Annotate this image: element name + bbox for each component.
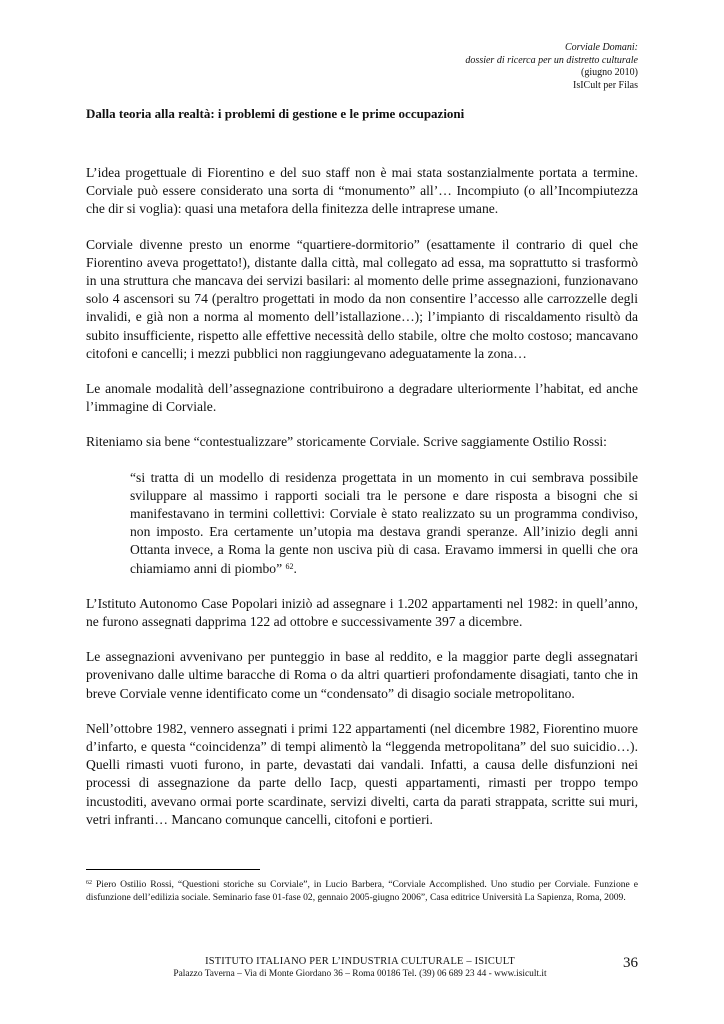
paragraph-5: L’Istituto Autonomo Case Popolari iniziò ad assegnare i 1.202 appartamenti nel 1982: in quell’anno, ne furono assegnati dapprima 122 ad ottobre e successivamente 397 a dicembre. — [86, 595, 638, 630]
footnote-separator — [86, 869, 260, 870]
header-line-2: dossier di ricerca per un distretto culturale — [465, 54, 638, 66]
footnote-reference: 62 — [285, 561, 294, 571]
paragraph-2: Corviale divenne presto un enorme “quartiere-dormitorio” (esattamente il contrario di quel che Fiorentino aveva progettato!), distante dalla città, mal collegato ad essa, ma soprattutto si trasformò in una struttura che mancava dei servizi basilari: al momento delle prime assegnazioni, funzionavano solo 4 ascensori su 74 (peraltro progettati in modo da non consentire l’accesso alle carrozzelle degli invalidi, e già non a norma al momento dell’istallazione…); l’impianto di riscaldamento risultò da subito insufficiente, rispetto alle effettive necessità dello stabile, oltre che molto costoso; mancavano citofoni e cancelli; i mezzi pubblici non raggiungevano adeguatamente la zona… — [86, 236, 638, 361]
footnote-number: 62 — [86, 880, 92, 886]
page-footer — [150, 955, 570, 981]
footer-address: Palazzo Taverna – Via di Monte Giordano 36 – Roma 00186 Tel. (39) 06 689 23 44 - www.isicult.it — [173, 969, 547, 979]
paragraph-4: Riteniamo sia bene “contestualizzare” storicamente Corviale. Scrive saggiamente Ostilio Rossi: — [86, 434, 607, 450]
paragraph-6: Le assegnazioni avvenivano per punteggio in base al reddito, e la maggior parte degli assegnatari provenivano dalle ultime baracche di Roma o da altri quartieri profondamente disagiati, tanto che in breve Corviale venne identificato come un “condensato” di disagio sociale metropolitano. — [86, 649, 638, 701]
footer-institute: ISTITUTO ITALIANO PER L’INDUSTRIA CULTURALE – ISICULT — [205, 956, 515, 967]
header-line-1: Corviale Domani: — [564, 42, 638, 53]
paragraph-3: Le anomale modalità dell’assegnazione contribuirono a degradare ulteriormente l’habitat, ed anche l’immagine di Corviale. — [86, 381, 638, 415]
header-line-3: (giugno 2010) — [581, 67, 638, 78]
footnote — [86, 879, 638, 904]
footnote-text: Piero Ostilio Rossi, “Questioni storiche su Corviale”, in Lucio Barbera, “Corviale Accomplished. Uno studio per Corviale. Funzione e disfunzione dell’edilizia sociale. Seminario fase 01-fase 02, gennaio 2005-giugno 2006”, Casa editrice Università La Sapienza, Roma, 2009. — [86, 879, 639, 903]
running-header — [465, 42, 638, 92]
paragraph-7: Nell’ottobre 1982, vennero assegnati i primi 122 appartamenti (nel dicembre 1982, Fiorentino muore d’infarto, e questa “coincidenza” di tempi alimentò la “leggenda metropolitana” del suo suicidio…). Quelli rimasti vuoti furono, in parte, devastati dai vandali. Infatti, a causa delle disfunzioni nei processi di assegnazione da parte dello Iacp, questi appartamenti, rimasti per troppo tempo incustoditi, avevano ormai porte scardinate, servizi divelti, carta da parati strappata, scritte sui muri, vetri infranti… Mancano comunque cancelli, citofoni e portieri. — [86, 720, 638, 827]
section-title: Dalla teoria alla realtà: i problemi di gestione e le prime occupazioni — [86, 106, 465, 121]
block-quote: “si tratta di un modello di residenza progettata in un momento in cui sembrava possibile sviluppare al massimo i rapporti sociali tra le persone e dare risposta a bisogni che si manifestavano in termini collettivi: Corviale è stato realizzato su un programma condiviso, non imposto. Era certamente un’utopia ma destava grandi speranze. All’inizio degli anni Ottanta invece, a Roma la gente non usciva più di casa. Eravamo immersi in quelli che ora chiamiamo anni di piombo” $^{62}$. — [130, 469, 638, 576]
header-line-4: IsICult per Filas — [573, 79, 638, 91]
page-number: 36 — [623, 955, 638, 971]
block-quote-text: “si tratta di un modello di residenza progettata in un momento in cui sembrava possibile sviluppare al massimo i rapporti sociali tra le persone e dare risposta a bisogni che si manifestavano in termini collettivi: Corviale è stato realizzato su un programma condiviso, non imposto. Era certamente un’utopia ma destava grandi speranze. All’inizio degli anni Ottanta invece, a Roma la gente non usciva più di casa. Eravamo immersi in quelli che ora chiamiamo anni di piombo” — [130, 469, 638, 576]
paragraph-1: L’idea progettuale di Fiorentino e del suo staff non è mai stata sostanzialmente portata a termine. Corviale può essere considerato una sorta di “monumento” all’… Incompiuto (o all’Incompiutezza che dir si voglia): quasi una metafora della finitezza delle intraprese umane. — [86, 165, 638, 217]
body-text — [86, 164, 638, 846]
